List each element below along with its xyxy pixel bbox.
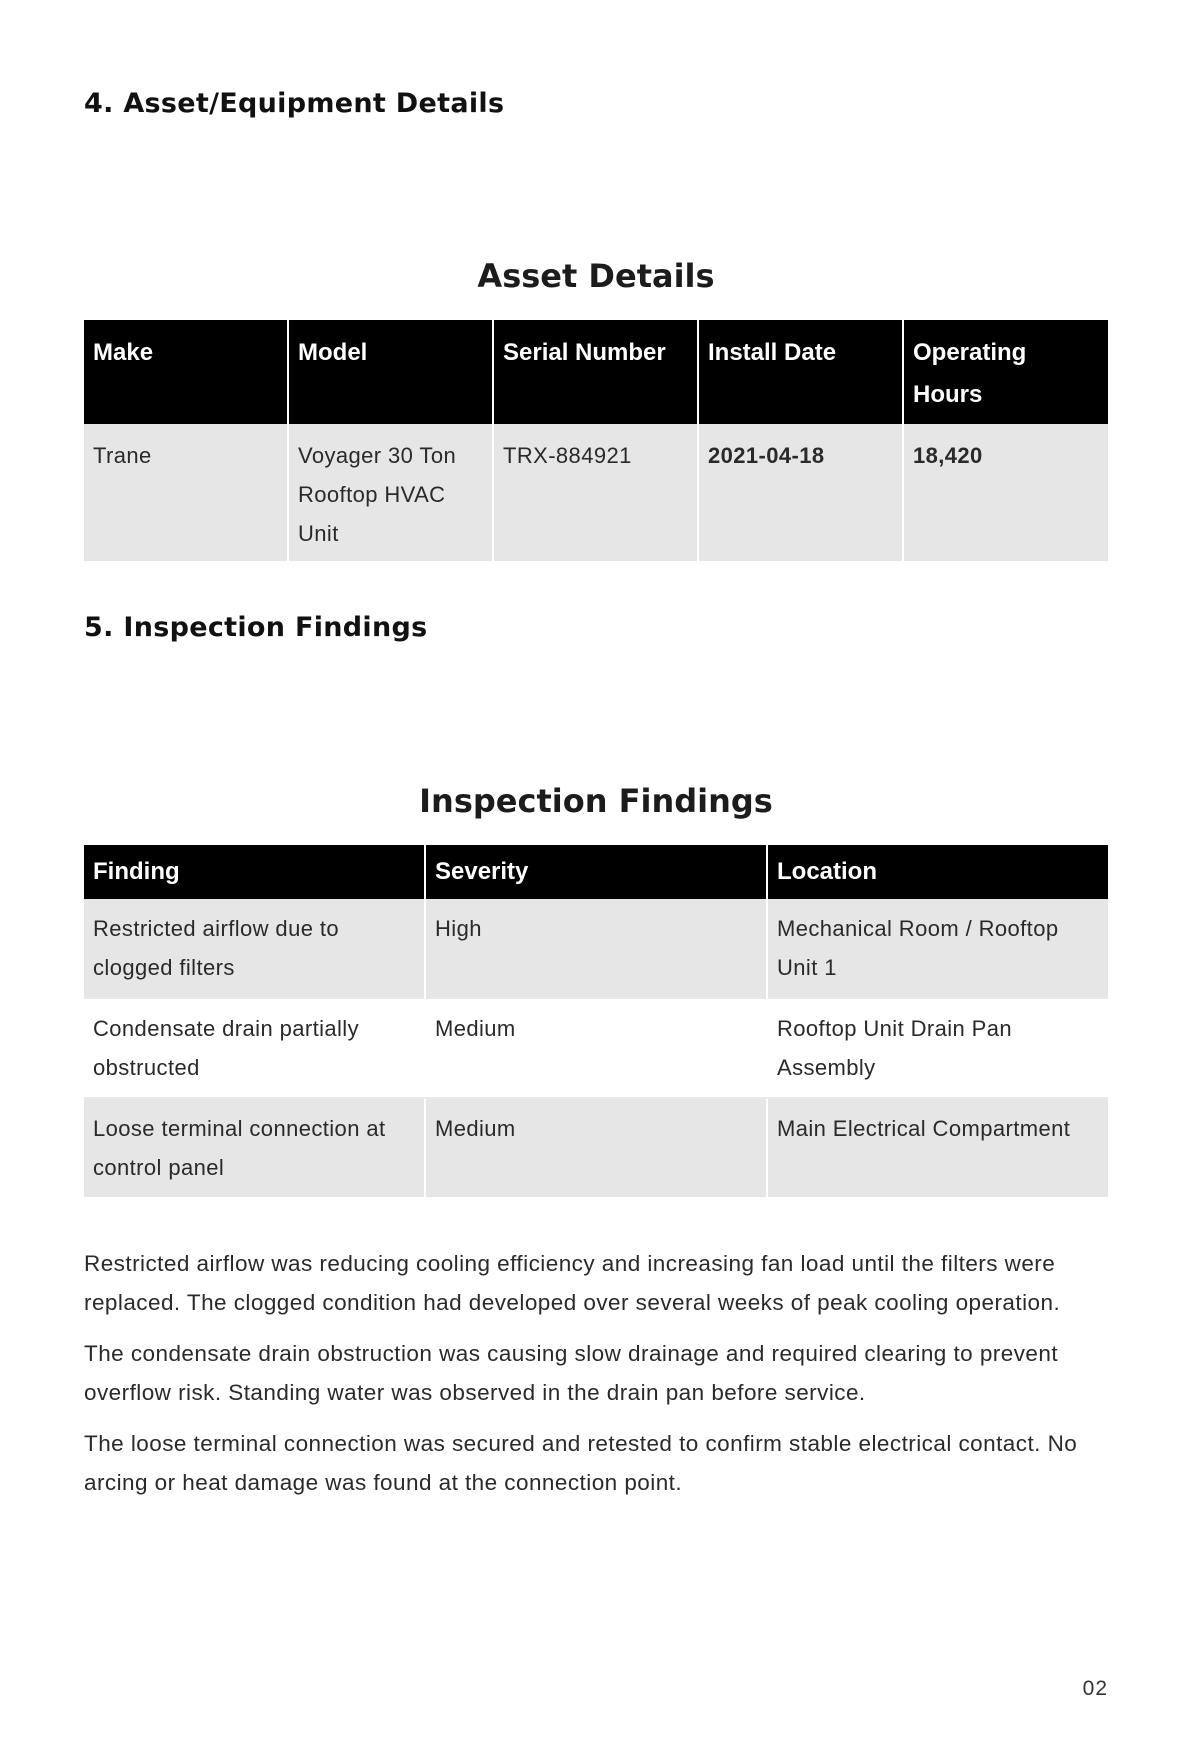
asset-table-title: Asset Details (477, 257, 715, 295)
table-row (84, 1098, 1108, 1197)
table-row (84, 424, 1108, 561)
asset-table-header-row (84, 320, 1108, 424)
column-header-operating-hours: Operating Hours (903, 320, 1108, 424)
inspection-section-heading: 5. Inspection Findings (84, 612, 428, 643)
cell-finding: Restricted airflow due to clogged filters (84, 899, 425, 998)
asset-details-table (84, 320, 1108, 561)
cell-finding: Loose terminal connection at control panel (84, 1098, 425, 1197)
cell-operating-hours: 18,420 (903, 424, 1108, 561)
column-header-install-date: Install Date (698, 320, 903, 424)
cell-severity: High (425, 899, 767, 998)
cell-severity: Medium (425, 1098, 767, 1197)
column-header-serial-number: Serial Number (493, 320, 698, 424)
findings-narrative (84, 1244, 1114, 1514)
inspection-findings-table (84, 845, 1108, 1197)
cell-serial-number: TRX-884921 (493, 424, 698, 561)
narrative-paragraph-terminal: The loose terminal connection was secured and retested to confirm stable electrical contact. No arcing or heat damage was found at the connection point. (84, 1431, 1078, 1495)
column-header-finding: Finding (84, 845, 425, 899)
cell-location: Mechanical Room / Rooftop Unit 1 (767, 899, 1108, 998)
table-row (84, 899, 1108, 998)
column-header-severity: Severity (425, 845, 767, 899)
cell-location: Rooftop Unit Drain Pan Assembly (767, 998, 1108, 1098)
narrative-paragraph-airflow: Restricted airflow was reducing cooling efficiency and increasing fan load until the filters were replaced. The clogged condition had developed over several weeks of peak cooling operation. (84, 1251, 1061, 1315)
inspection-table-title: Inspection Findings (419, 782, 773, 820)
cell-install-date: 2021-04-18 (698, 424, 903, 561)
narrative-paragraph-condensate: The condensate drain obstruction was causing slow drainage and required clearing to prevent overflow risk. Standing water was observed in the drain pan before service. (84, 1341, 1059, 1405)
cell-model: Voyager 30 Ton Rooftop HVAC Unit (288, 424, 493, 561)
column-header-make: Make (84, 320, 288, 424)
table-row (84, 998, 1108, 1098)
findings-table-header-row (84, 845, 1108, 899)
cell-make: Trane (84, 424, 288, 561)
asset-section-heading: 4. Asset/Equipment Details (84, 88, 505, 119)
cell-finding: Condensate drain partially obstructed (84, 998, 425, 1098)
column-header-location: Location (767, 845, 1108, 899)
cell-location: Main Electrical Compartment (767, 1098, 1108, 1197)
cell-severity: Medium (425, 998, 767, 1098)
page-number: 02 (1082, 1677, 1108, 1700)
column-header-model: Model (288, 320, 493, 424)
